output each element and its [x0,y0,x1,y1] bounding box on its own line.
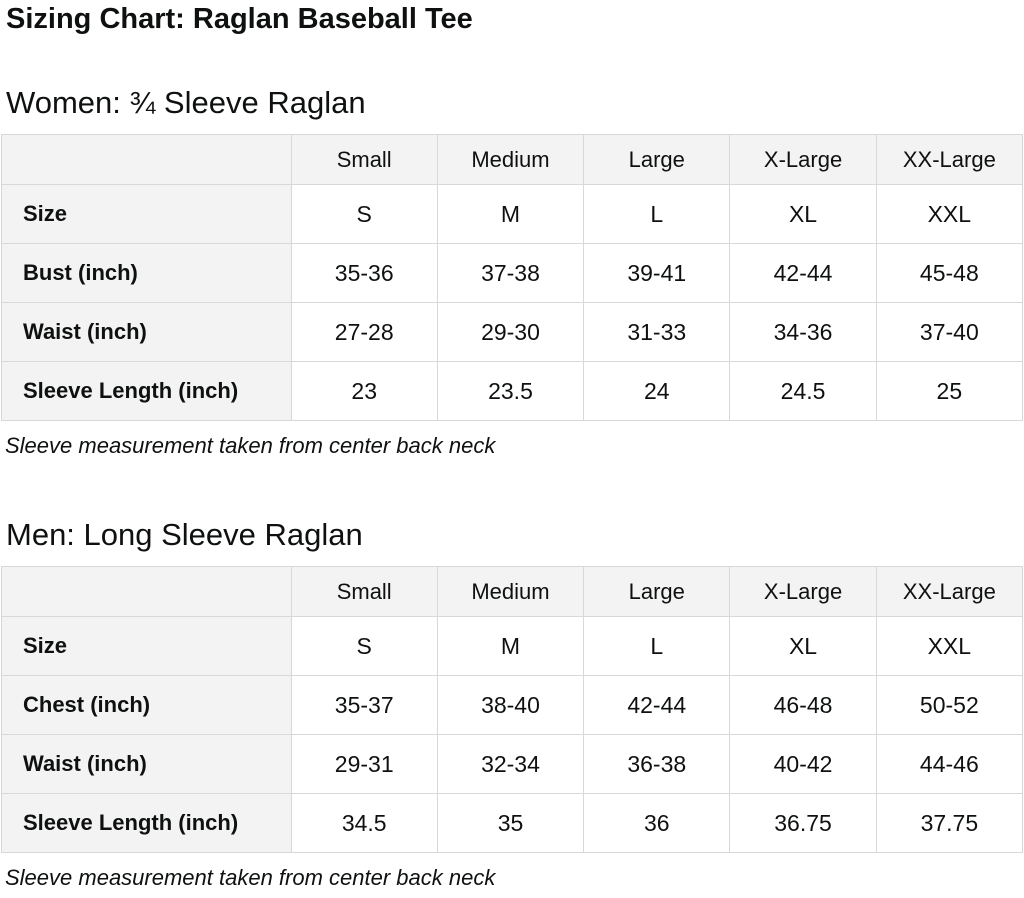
cell: 35 [437,794,583,853]
corner-cell [2,135,292,185]
cell: 50-52 [876,676,1022,735]
cell: XL [730,617,876,676]
row-label: Chest (inch) [2,676,292,735]
column-header-small: Small [291,135,437,185]
cell: 29-30 [437,303,583,362]
cell: 45-48 [876,244,1022,303]
column-header-xlarge: X-Large [730,135,876,185]
cell: 46-48 [730,676,876,735]
column-header-xxlarge: XX-Large [876,567,1022,617]
cell: 38-40 [437,676,583,735]
cell: 42-44 [584,676,730,735]
women-footnote: Sleeve measurement taken from center back neck [5,433,496,458]
men-header-row [2,567,1023,617]
row-label: Waist (inch) [2,303,292,362]
column-header-xlarge: X-Large [730,567,876,617]
women-size-table [1,134,1023,421]
cell: 31-33 [584,303,730,362]
cell: 32-34 [437,735,583,794]
corner-cell [2,567,292,617]
column-header-large: Large [584,567,730,617]
cell: 27-28 [291,303,437,362]
cell: XXL [876,617,1022,676]
table-row-sleeve-length [2,362,1023,421]
page-title: Sizing Chart: Raglan Baseball Tee [6,3,473,35]
table-row-waist [2,303,1023,362]
cell: 36 [584,794,730,853]
men-size-table [1,566,1023,853]
row-label: Bust (inch) [2,244,292,303]
cell: 24.5 [730,362,876,421]
cell: 24 [584,362,730,421]
cell: L [584,617,730,676]
cell: L [584,185,730,244]
cell: 44-46 [876,735,1022,794]
cell: 25 [876,362,1022,421]
cell: 34.5 [291,794,437,853]
row-label: Waist (inch) [2,735,292,794]
cell: 23.5 [437,362,583,421]
column-header-large: Large [584,135,730,185]
cell: 37-38 [437,244,583,303]
cell: 37-40 [876,303,1022,362]
column-header-xxlarge: XX-Large [876,135,1022,185]
cell: 36-38 [584,735,730,794]
table-row-size [2,185,1023,244]
cell: S [291,185,437,244]
column-header-medium: Medium [437,567,583,617]
row-label: Size [2,185,292,244]
men-footnote: Sleeve measurement taken from center back neck [5,865,496,890]
cell: 23 [291,362,437,421]
column-header-small: Small [291,567,437,617]
row-label: Sleeve Length (inch) [2,362,292,421]
table-row-size [2,617,1023,676]
women-header-row [2,135,1023,185]
cell: XXL [876,185,1022,244]
cell: 39-41 [584,244,730,303]
cell: M [437,185,583,244]
cell: S [291,617,437,676]
row-label: Sleeve Length (inch) [2,794,292,853]
cell: 35-36 [291,244,437,303]
row-label: Size [2,617,292,676]
cell: 34-36 [730,303,876,362]
cell: 29-31 [291,735,437,794]
men-section-heading: Men: Long Sleeve Raglan [6,517,363,552]
table-row-sleeve-length [2,794,1023,853]
cell: XL [730,185,876,244]
cell: 36.75 [730,794,876,853]
women-section-heading: Women: ¾ Sleeve Raglan [6,85,366,120]
cell: 40-42 [730,735,876,794]
table-row-chest [2,676,1023,735]
cell: 37.75 [876,794,1022,853]
column-header-medium: Medium [437,135,583,185]
table-row-bust [2,244,1023,303]
cell: 42-44 [730,244,876,303]
cell: 35-37 [291,676,437,735]
table-row-waist [2,735,1023,794]
cell: M [437,617,583,676]
